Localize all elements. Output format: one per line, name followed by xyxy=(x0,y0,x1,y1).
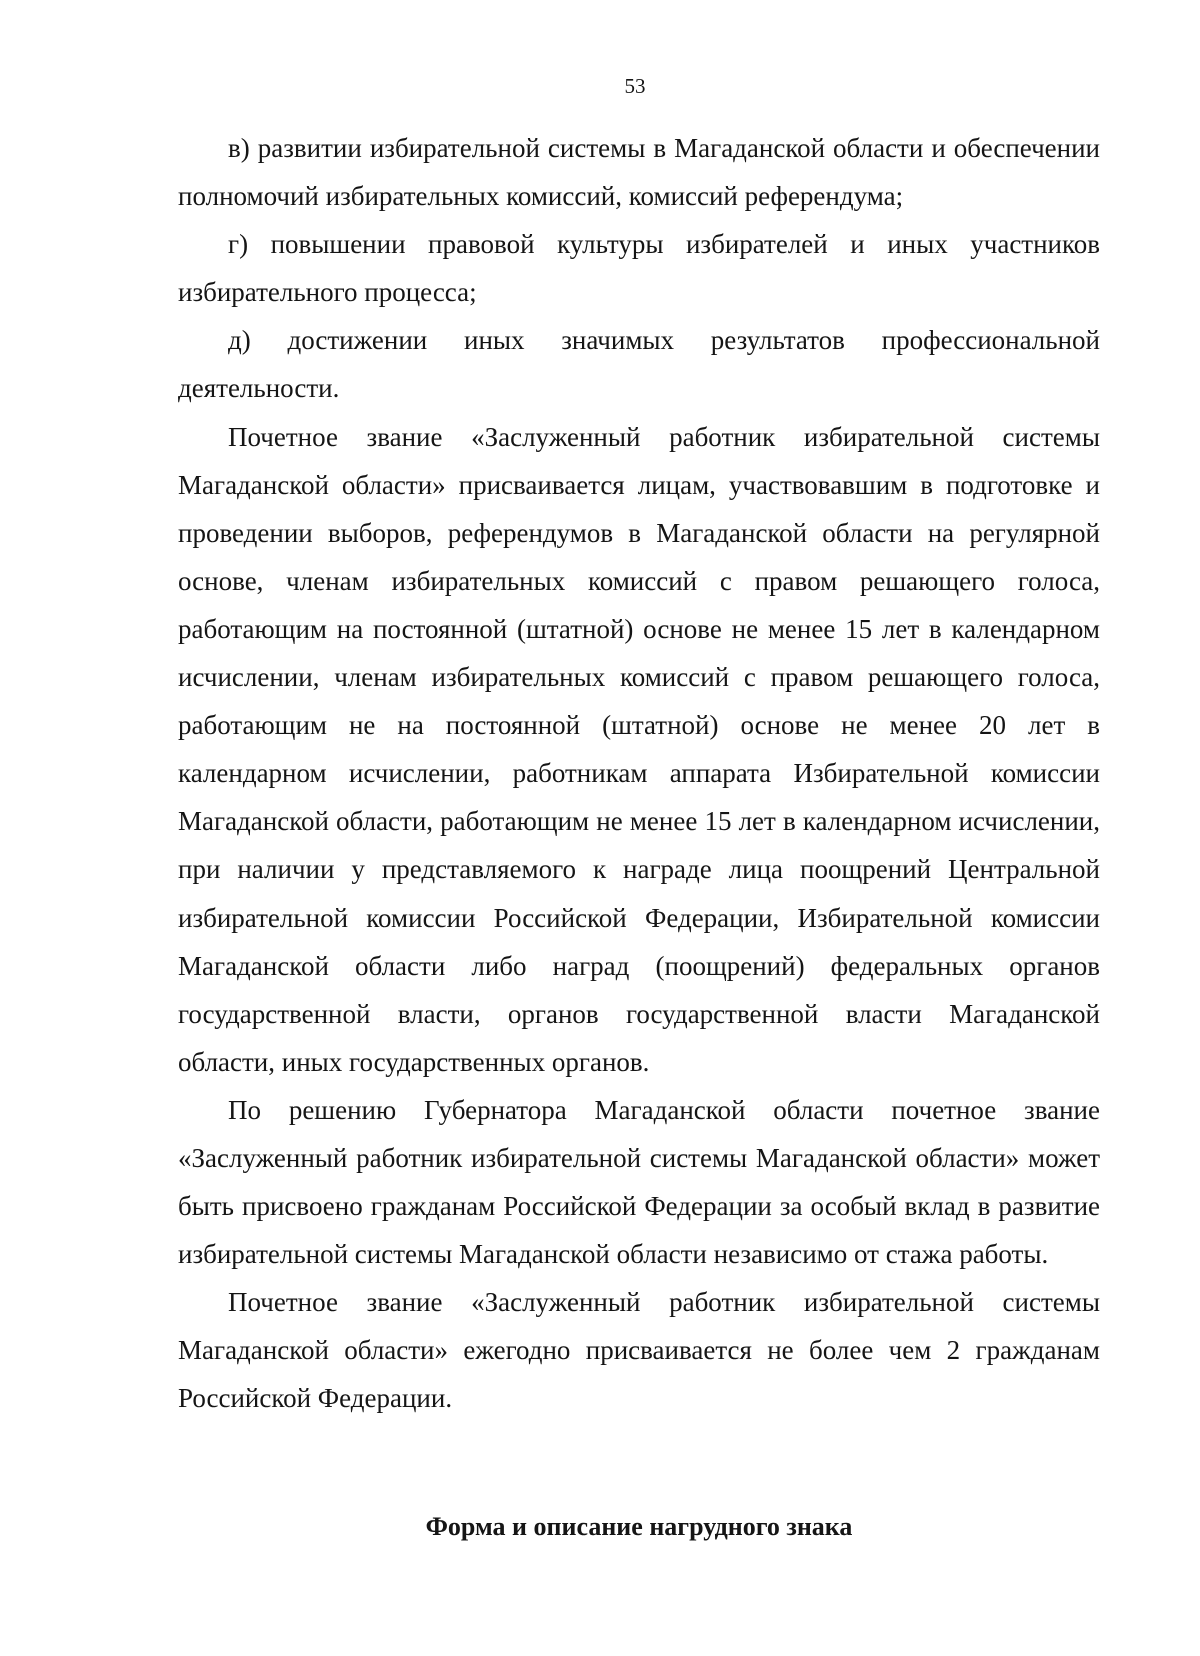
paragraph-item-g: г) повышении правовой культуры избирателей и иных участников избирательного процесса; xyxy=(178,229,1100,308)
paragraph-item-d: д) достижении иных значимых результатов профессиональной деятельности. xyxy=(178,325,1100,404)
paragraph-item-v: в) развитии избирательной системы в Магаданской области и обеспечении полномочий избирательных комиссий, комиссий референдума; xyxy=(178,133,1100,212)
section-heading: Форма и описание нагрудного знака xyxy=(425,1512,853,1541)
paragraph-governor-decision: По решению Губернатора Магаданской области почетное звание «Заслуженный работник избирательной системы Магаданской области» может быть присвоено гражданам Российской Федерации за особый вклад в развитие избирательной системы Магаданской области независимо от стажа работы. xyxy=(178,1094,1100,1270)
paragraph-annual-limit: Почетное звание «Заслуженный работник избирательной системы Магаданской области» ежегодно присваивается не более чем 2 гражданам Российской Федерации. xyxy=(178,1287,1100,1414)
document-body xyxy=(178,124,1100,1423)
page-number: 53 xyxy=(624,74,646,98)
paragraph-honorary-title-conditions: Почетное звание «Заслуженный работник избирательной системы Магаданской области» присваивается лицам, участвовавшим в подготовке и проведении выборов, референдумов в Магаданской области на регулярной основе, членам избирательных комиссий с правом решающего голоса, работающим на постоянной (штатной) основе не менее 15 лет в календарном исчислении, членам избирательных комиссий с правом решающего голоса, работающим не на постоянной (штатной) основе не менее 20 лет в календарном исчислении, работникам аппарата Избирательной комиссии Магаданской области, работающим не менее 15 лет в календарном исчислении, при наличии у представляемого к награде лица поощрений Центральной избирательной комиссии Российской Федерации, Избирательной комиссии Магаданской области либо наград (поощрений) федеральных органов государственной власти, органов государственной власти Магаданской области, иных государственных органов. xyxy=(178,421,1100,1077)
